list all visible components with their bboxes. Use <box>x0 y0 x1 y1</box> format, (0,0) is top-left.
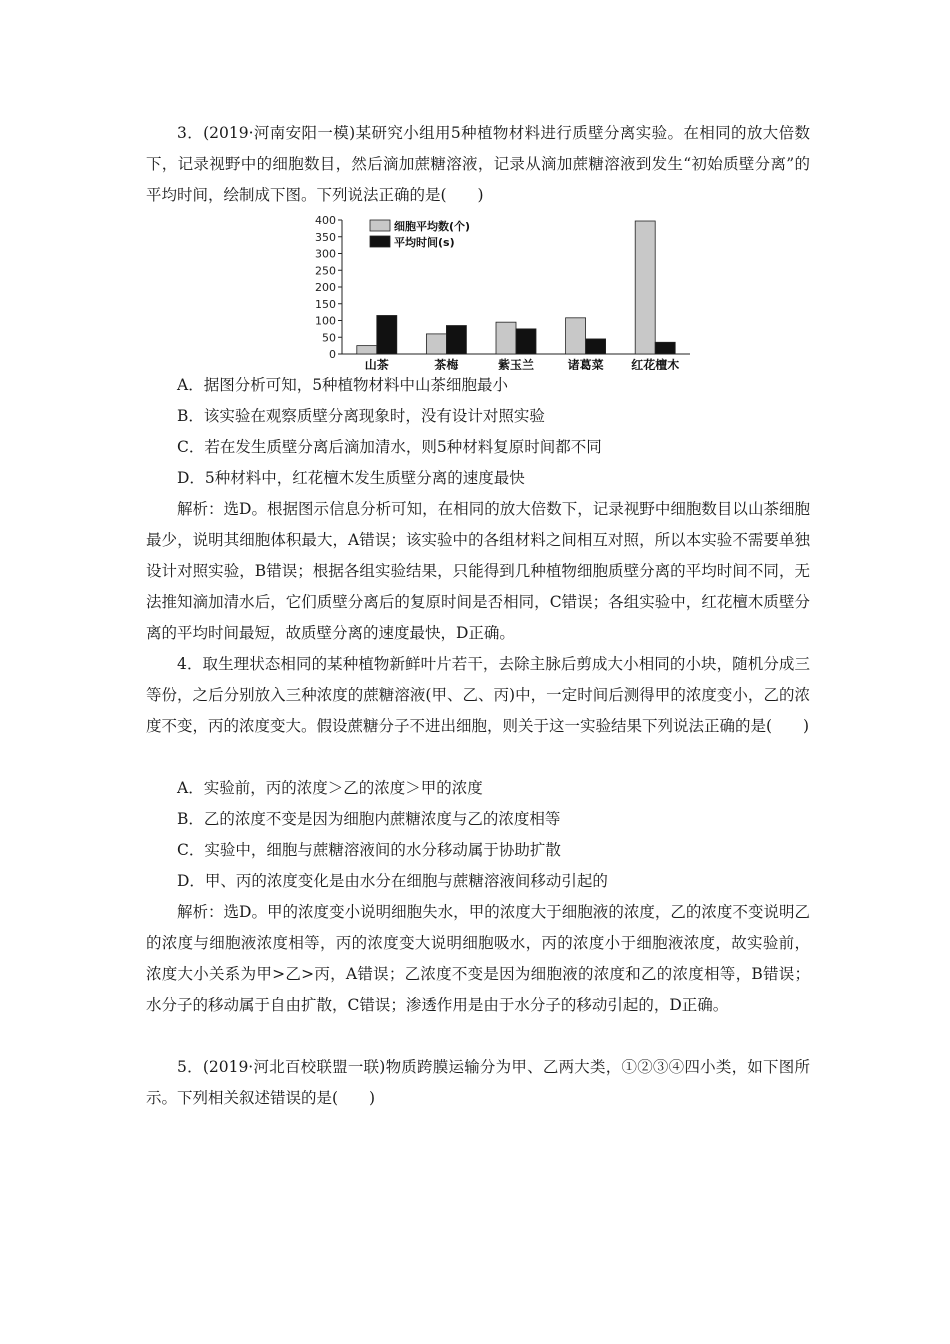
bar-chart <box>290 210 690 370</box>
bar <box>655 342 675 354</box>
q3-option-c: C．若在发生质壁分离后滴加清水，则5种材料复原时间都不同 <box>177 438 602 456</box>
y-tick-label: 50 <box>322 331 336 345</box>
x-axis-labels <box>365 357 679 370</box>
q4-option-d: D．甲、丙的浓度变化是由水分在细胞与蔗糖溶液间移动引起的 <box>177 872 608 890</box>
y-tick-label: 0 <box>329 348 336 361</box>
x-tick-label: 紫玉兰 <box>497 358 535 370</box>
bar <box>357 346 377 354</box>
x-tick-label: 山茶 <box>364 358 389 370</box>
legend-label: 平均时间(s) <box>394 236 455 249</box>
q4-option-c: C．实验中，细胞与蔗糖溶液间的水分移动属于协助扩散 <box>177 841 561 859</box>
y-tick-label: 150 <box>315 297 336 311</box>
y-tick-label: 200 <box>315 281 336 294</box>
bar <box>446 326 466 354</box>
bar <box>496 322 516 354</box>
q3-option-d: D．5种材料中，红花檀木发生质壁分离的速度最快 <box>177 469 525 487</box>
legend-swatch <box>370 236 390 247</box>
q3-analysis: 解析：选D。根据图示信息分析可知，在相同的放大倍数下，记录视野中细胞数目以山茶细胞最少，说明其细胞体积最大，A错误；该实验中的各组材料之间相互对照，所以本实验不需要单独设计对照实验，B错误；根据各组实验结果，只能得到几种植物细胞质壁分离的平均时间不同，无法推知滴加清水后，它们质壁分离后的复原时间是否相同，C错误；各组实验中，红花檀木质壁分离的平均时间最短，故质壁分离的速度最快，D正确。 <box>146 500 810 642</box>
q4-option-a: A．实验前，丙的浓度＞乙的浓度＞甲的浓度 <box>177 779 483 797</box>
x-tick-label: 诸葛菜 <box>567 358 604 370</box>
q3-option-b: B．该实验在观察质壁分离现象时，没有设计对照实验 <box>177 407 545 425</box>
legend-label: 细胞平均数(个) <box>394 220 471 233</box>
bar <box>635 221 655 354</box>
y-tick-label: 100 <box>315 314 336 328</box>
bar <box>586 339 606 354</box>
x-tick-label: 茶梅 <box>434 358 459 370</box>
bar <box>566 318 586 354</box>
bar <box>426 334 446 354</box>
y-tick-label: 300 <box>315 247 336 261</box>
y-tick-label: 350 <box>315 230 336 244</box>
q4-analysis: 解析：选D。甲的浓度变小说明细胞失水，甲的浓度大于细胞液的浓度，乙的浓度不变说明乙的浓度与细胞液浓度相等，丙的浓度变大说明细胞吸水，丙的浓度小于细胞液浓度，故实验前，浓度大小关系为甲>乙>丙，A错误；乙浓度不变是因为细胞液的浓度和乙的浓度相等，B错误；水分子的移动属于自由扩散，C错误；渗透作用是由于水分子的移动引起的，D正确。 <box>146 903 810 1014</box>
legend-swatch <box>370 220 390 231</box>
q5-stem: 5．(2019·河北百校联盟一联)物质跨膜运输分为甲、乙两大类，①②③④四小类，如下图所示。下列相关叙述错误的是( ) <box>146 1058 810 1107</box>
q4-stem: 4．取生理状态相同的某种植物新鲜叶片若干，去除主脉后剪成大小相同的小块，随机分成三等份，之后分别放入三种浓度的蔗糖溶液(甲、乙、丙)中，一定时间后测得甲的浓度变小，乙的浓度不变，丙的浓度变大。假设蔗糖分子不进出细胞，则关于这一实验结果下列说法正确的是( ) <box>146 655 810 735</box>
y-tick-label: 400 <box>315 214 336 227</box>
chart-legend <box>370 219 470 249</box>
bar <box>516 329 536 354</box>
bar <box>377 315 397 354</box>
y-tick-label: 250 <box>315 264 336 278</box>
x-tick-label: 红花檀木 <box>631 358 680 370</box>
q3-stem: 3．(2019·河南安阳一模)某研究小组用5种植物材料进行质壁分离实验。在相同的放大倍数下，记录视野中的细胞数目，然后滴加蔗糖溶液，记录从滴加蔗糖溶液到发生“初始质壁分离”的平均时间，绘制成下图。下列说法正确的是( ) <box>146 124 810 204</box>
q3-option-a: A．据图分析可知，5种植物材料中山茶细胞最小 <box>177 376 509 394</box>
q4-option-b: B．乙的浓度不变是因为细胞内蔗糖浓度与乙的浓度相等 <box>177 810 561 828</box>
